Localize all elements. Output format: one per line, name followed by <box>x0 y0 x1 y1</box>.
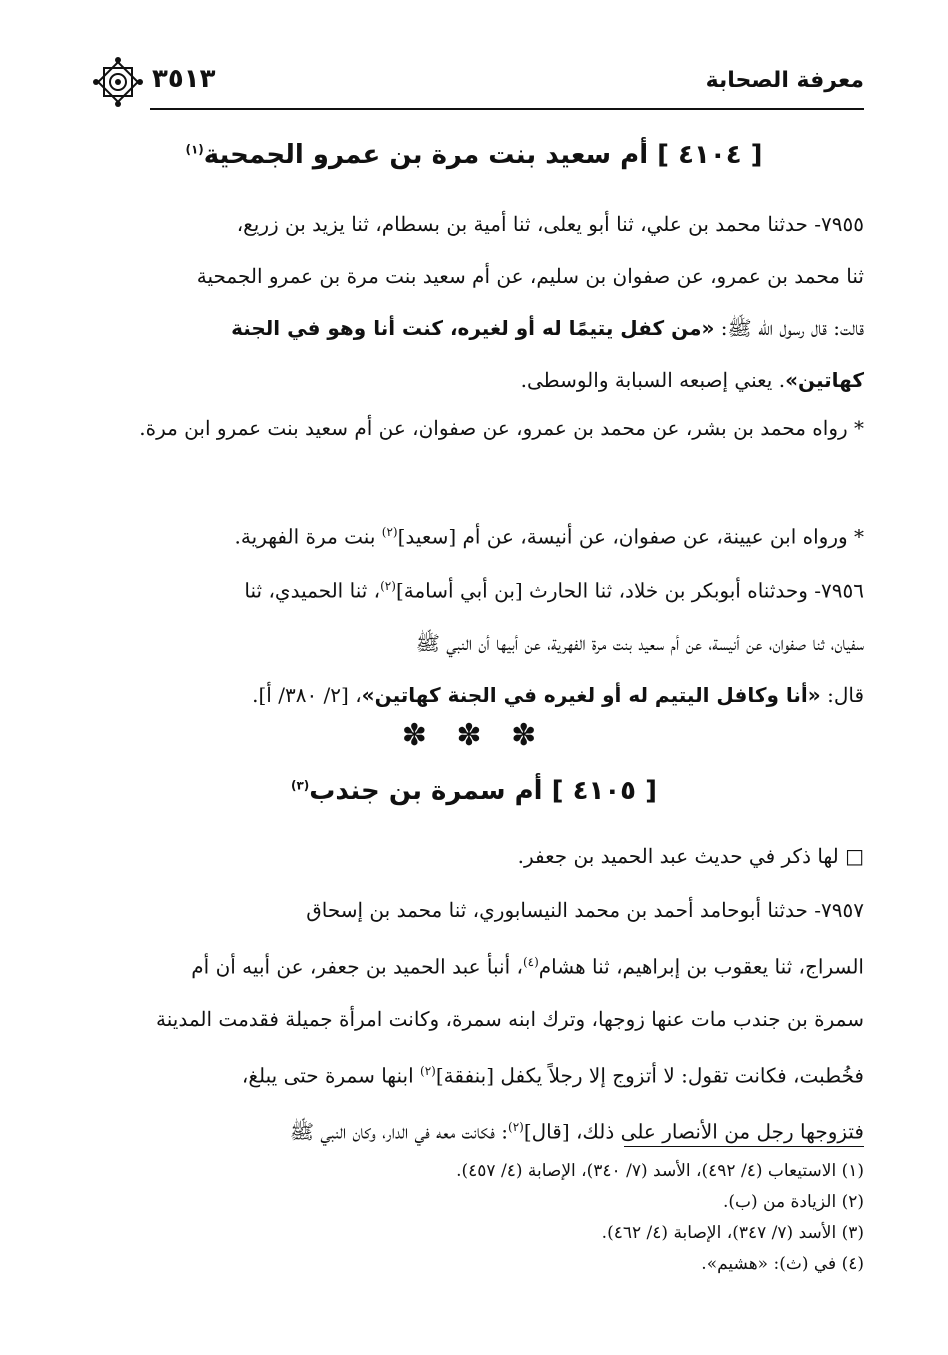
footnote-item: (١) الاستيعاب (٤/ ٤٩٢)، الأسد (٧/ ٣٤٠)، الإصابة (٤/ ٤٥٧). <box>456 1161 864 1181</box>
text-line <box>104 354 864 406</box>
text-line <box>104 1045 864 1102</box>
hadith-7957 <box>104 884 864 1158</box>
footnote-ref: (٢) <box>381 525 398 539</box>
footnote-ref: (٤) <box>522 955 539 969</box>
header-divider <box>150 108 864 110</box>
hadith-quote: «من كفل يتيمًا له أو لغيره، كنت أنا وهو في الجنة <box>231 316 715 340</box>
text-span: ، أنبأ عبد الحميد بن جعفر، عن أبيه أن أم <box>191 954 523 979</box>
text-span: ٧٩٥٦- وحدثناه أبوبكر بن خلاد، ثنا الحارث [بن أبي أسامة] <box>395 578 864 603</box>
footnote-item: (٢) الزيادة من (ب). <box>722 1192 864 1212</box>
text-line: ٧٩٥٧- حدثنا أبوحامد أحمد بن محمد النيسابوري، ثنا محمد بن إسحاق <box>306 898 864 922</box>
text-span: السراج، ثنا يعقوب بن إبراهيم، ثنا هشام <box>538 954 864 979</box>
footnote-ref: (١) <box>185 142 204 157</box>
text-span: بنت مرة الفهرية. <box>234 524 382 549</box>
text-span: فخُطبت، فكانت تقول: لا أتزوج إلا رجلاً يكفل [بنفقة] <box>435 1063 864 1088</box>
entry-heading-4105 <box>84 776 864 806</box>
text-line: سفيان، ثنا صفوان، عن أنيسة، عن أم سعيد بنت مرة الفهرية، عن أبيها أن النبي ﷺ <box>415 630 864 655</box>
text-span: قالت: قال رسول الله ﷺ: <box>714 316 864 340</box>
heading-text: [ ٤١٠٤ ] أم سعيد بنت مرة بن عمرو الجمحية <box>203 140 763 170</box>
footnote-item: (٣) الأسد (٧/ ٣٤٧)، الإصابة (٤/ ٤٦٢). <box>601 1223 864 1243</box>
ornament-icon <box>92 56 144 108</box>
running-title: معرفة الصحابة <box>705 68 864 93</box>
footnote-ref: (٢) <box>380 579 396 593</box>
hadith-7956 <box>104 560 864 721</box>
footnote-ref: (٣) <box>290 778 310 793</box>
entry-intro: □ لها ذكر في حديث عبد الحميد بن جعفر. <box>517 844 864 868</box>
text-line <box>104 560 864 617</box>
hadith-quote: «أنا وكافل اليتيم له أو لغيره في الجنة كهاتين» <box>361 682 821 707</box>
footnote-item: (٤) في (ث): «هشيم». <box>701 1254 864 1274</box>
narration-note-2 <box>104 506 864 563</box>
text-span: . يعني إصبعه السبابة والوسطى. <box>520 368 786 392</box>
text-span: ابنها سمرة حتى يبلغ، <box>241 1063 421 1088</box>
hadith-quote: كهاتين» <box>785 368 864 392</box>
page-header <box>92 60 864 100</box>
hadith-7955 <box>104 198 864 406</box>
heading-text: [ ٤١٠٥ ] أم سمرة بن جندب <box>309 776 657 806</box>
text-line <box>104 302 864 354</box>
text-line <box>104 936 864 993</box>
page-number: ٣٥١٣ <box>152 64 216 94</box>
footnotes <box>104 1156 864 1280</box>
text-line <box>104 1101 864 1158</box>
footnote-ref: (٢) <box>508 1120 524 1135</box>
text-span: قال: <box>820 682 864 707</box>
entry-heading-4104 <box>84 140 864 170</box>
text-line <box>104 669 864 721</box>
text-line: ٧٩٥٥- حدثنا محمد بن علي، ثنا أبو يعلى، ثنا أمية بن بسطام، ثنا يزيد بن زريع، <box>236 212 864 236</box>
text-span: * ورواه ابن عيينة، عن صفوان، عن أنيسة، عن أم [سعيد] <box>397 524 864 549</box>
text-span: : فكانت معه في الدار، وكان النبي ﷺ <box>289 1119 508 1144</box>
text-span: ، [٢/ ٣٨٠/ أ]. <box>252 682 362 707</box>
text-span: فتزوجها رجل من الأنصار على ذلك، [قال] <box>523 1119 864 1144</box>
text-line: سمرة بن جندب مات عنها زوجها، وترك ابنه سمرة، وكانت امرأة جميلة فقدمت المدينة <box>156 1006 864 1031</box>
narration-note-1: * رواه محمد بن بشر، عن محمد بن عمرو، عن صفوان، عن أم سعيد بنت عمرو ابن مرة. <box>139 416 864 440</box>
footnote-divider <box>624 1146 864 1147</box>
footnote-ref: (٢) <box>420 1063 436 1078</box>
section-separator: ✽ ✽ ✽ <box>401 718 547 753</box>
text-line: ثنا محمد بن عمرو، عن صفوان بن سليم، عن أم سعيد بنت مرة بن عمرو الجمحية <box>196 264 864 288</box>
text-span: ، ثنا الحميدي، ثنا <box>244 578 381 603</box>
